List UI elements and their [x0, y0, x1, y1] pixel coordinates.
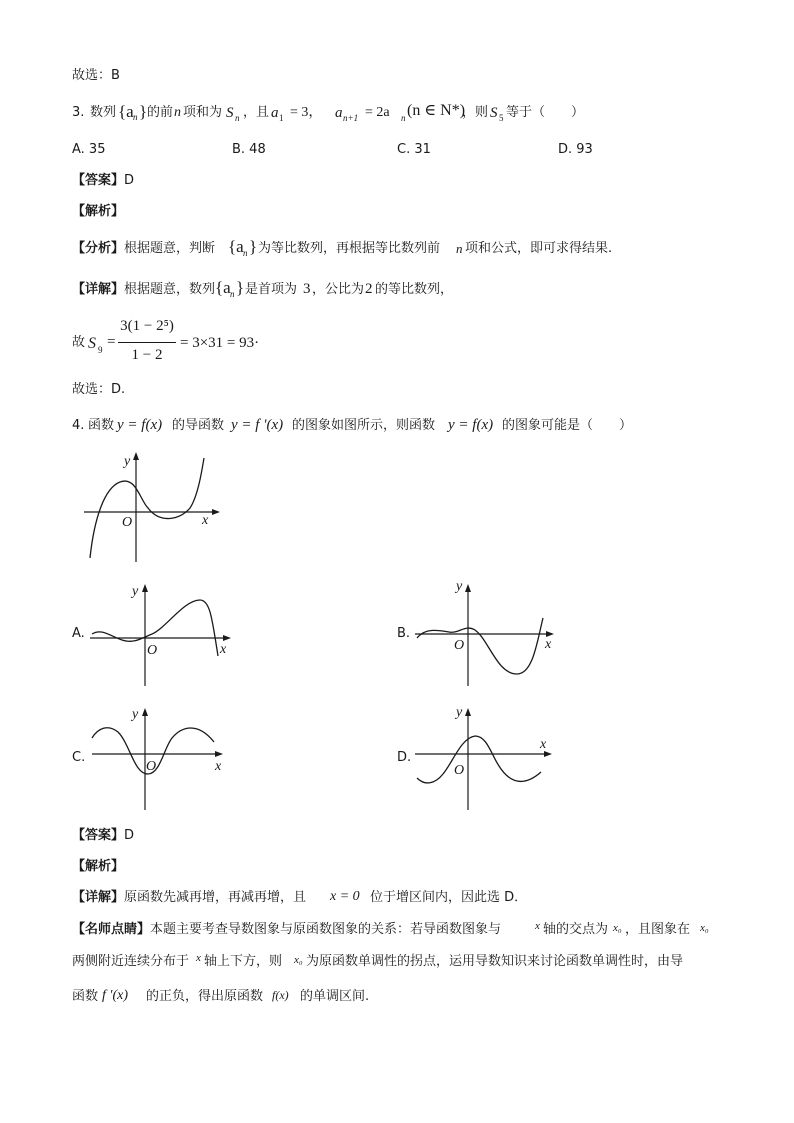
- fenxi-var-n: n: [456, 241, 463, 256]
- origin-label: O: [122, 515, 133, 530]
- q3-option-d: D. 93: [558, 142, 593, 157]
- option-c-graph: [88, 702, 233, 812]
- x-label: x: [202, 513, 209, 528]
- q3-analysis-tag: 【解析】: [72, 204, 125, 219]
- q3-option-b: B. 48: [232, 142, 266, 157]
- x-arrow-icon: [212, 509, 220, 515]
- q4-option-a: A.: [72, 626, 85, 641]
- fenxi-text: 为等比数列，再根据等比数列前: [258, 241, 441, 256]
- q4-analysis-tag: 【解析】: [72, 859, 125, 874]
- q3-eq2: = 2a: [365, 105, 390, 120]
- option-d-graph: [413, 702, 558, 812]
- detail-num: 3: [303, 281, 311, 297]
- q4-answer: [72, 829, 134, 842]
- detail-brace-close: }: [236, 278, 245, 297]
- fenxi-sub: n: [243, 248, 248, 258]
- q3-sub: 5: [499, 113, 504, 123]
- y-arrow-icon: [142, 708, 148, 716]
- option-b-graph: [413, 578, 558, 688]
- q3-option-a: A. 35: [72, 142, 106, 157]
- q3-text: ，则: [462, 105, 489, 120]
- tip-var: x₀: [294, 954, 303, 966]
- detail-text: ，公比为: [312, 282, 365, 297]
- detail-tag: 【详解】: [72, 282, 125, 297]
- formula-denominator: 1 − 2: [131, 347, 163, 363]
- tip-text: 的正负，得出原函数: [146, 989, 264, 1004]
- q3-eq1: = 3，: [290, 105, 323, 120]
- q3-var-S: S: [226, 105, 234, 121]
- detail-tag: 【详解】: [72, 890, 125, 905]
- tip-text: ，且图象在: [625, 922, 691, 937]
- tip-text: 函数: [72, 989, 99, 1004]
- x-label: x: [220, 642, 227, 657]
- answer-value: D: [124, 828, 135, 843]
- tip-var: x: [196, 952, 201, 964]
- derivative-curve: [90, 458, 204, 558]
- tip-text: 轴上下方，则: [204, 954, 283, 969]
- fenxi-text: 根据题意，判断: [124, 241, 216, 256]
- q4-number: 4.: [72, 418, 85, 433]
- tip-var: x₀: [613, 922, 622, 934]
- formula-numerator: 3(1 − 2⁵): [120, 318, 174, 334]
- answer-tag: 【答案】: [72, 828, 125, 843]
- q4-text: 的图象如图所示，则函数: [292, 418, 436, 433]
- x-label: x: [540, 737, 547, 752]
- q3-conclusion: 故选：D.: [72, 382, 126, 397]
- y-label: y: [124, 454, 131, 469]
- formula-S: S: [88, 335, 96, 352]
- origin-label: O: [454, 638, 465, 653]
- fenxi-brace-close: }: [249, 237, 258, 256]
- tip-var: x₀: [700, 922, 709, 934]
- tip-func: f(x): [272, 988, 289, 1002]
- tip-var: x: [535, 920, 540, 932]
- tip-tag: 【名师点睛】: [72, 922, 151, 937]
- x-label: x: [215, 759, 222, 774]
- q3-number: 3.: [72, 105, 85, 120]
- fraction-bar: [118, 342, 176, 343]
- origin-label: O: [147, 643, 158, 658]
- option-b-curve: [417, 618, 543, 674]
- q4-option-d: D.: [397, 750, 412, 765]
- q4-func: y = f ′(x): [231, 417, 284, 433]
- formula-gu: 故: [72, 335, 86, 350]
- q4-text: 的图象可能是（ ）: [502, 418, 633, 433]
- q4-option-c: C.: [72, 750, 86, 765]
- q3-var-n: n: [174, 105, 181, 120]
- q4-text: 函数: [88, 418, 115, 433]
- q4-option-b: B.: [397, 626, 411, 641]
- q3-sub: n+1: [343, 113, 359, 123]
- tip-text: 轴的交点为: [543, 922, 609, 937]
- tip-text: 本题主要考查导数图象与原函数图象的关系：若导函数图象与: [150, 922, 502, 937]
- detail-text: 原函数先减再增，再减再增，且: [124, 890, 307, 905]
- detail-num: 2: [365, 281, 373, 297]
- q3-var-S5: S: [490, 105, 498, 121]
- y-arrow-icon: [142, 584, 148, 592]
- tip-func: f ′(x): [102, 988, 128, 1003]
- detail-x0: x = 0: [330, 889, 360, 904]
- detail-sub: n: [230, 289, 235, 299]
- y-arrow-icon: [465, 584, 471, 592]
- formula-result: = 3×31 = 93·: [180, 335, 260, 351]
- q3-brace: {a: [118, 102, 134, 121]
- q3-var-an1: a: [335, 105, 343, 121]
- formula-sub: 9: [98, 345, 103, 355]
- option-a-graph: [88, 578, 233, 688]
- q3-sub: n: [235, 113, 240, 123]
- fenxi-brace: {a: [228, 237, 244, 256]
- prev-conclusion: 故选：B: [72, 68, 120, 83]
- q3-text: 等于（ ）: [506, 105, 585, 120]
- x-label: x: [545, 637, 552, 652]
- q3-sub: n: [133, 112, 138, 122]
- q3-var-a1: a: [271, 105, 279, 121]
- q3-sub: 1: [279, 113, 284, 123]
- fenxi-tag: 【分析】: [72, 241, 125, 256]
- q3-brace-close: }: [139, 102, 148, 121]
- y-label: y: [456, 705, 463, 720]
- y-arrow-icon: [133, 452, 139, 460]
- detail-text: 是首项为: [245, 282, 298, 297]
- fenxi-text: 项和公式，即可求得结果.: [465, 241, 613, 256]
- q3-answer: [72, 174, 134, 187]
- detail-text: 根据题意，数列: [124, 282, 216, 297]
- detail-brace: {a: [215, 278, 231, 297]
- detail-text: 的等比数列，: [375, 282, 454, 297]
- q3-text: 数列: [90, 105, 117, 120]
- origin-label: O: [146, 759, 157, 774]
- q4-text: 的导函数: [172, 418, 225, 433]
- x-arrow-icon: [223, 635, 231, 641]
- tip-text: 的单调区间.: [300, 989, 370, 1004]
- detail-text: 位于增区间内，因此选 D．: [370, 890, 528, 905]
- tip-text: 为原函数单调性的拐点，运用导数知识来讨论函数单调性时，由导: [306, 954, 684, 969]
- q3-option-c: C. 31: [397, 142, 431, 157]
- y-label: y: [456, 579, 463, 594]
- y-arrow-icon: [465, 708, 471, 716]
- q3-text: 项和为: [183, 105, 223, 120]
- option-d-curve: [417, 736, 541, 783]
- q4-func: y = f(x): [117, 417, 163, 433]
- q4-func: y = f(x): [448, 417, 494, 433]
- q3-text: 的前: [147, 105, 174, 120]
- x-arrow-icon: [215, 751, 223, 757]
- derivative-graph: [80, 450, 220, 565]
- q3-condition: (n ∈ N*): [407, 102, 466, 119]
- tip-text: 两侧附近连续分布于: [72, 954, 190, 969]
- q3-text: ，且: [243, 105, 270, 120]
- answer-tag: 【答案】: [72, 173, 125, 188]
- q3-sub: n: [401, 113, 406, 123]
- y-label: y: [132, 707, 139, 722]
- formula-eq: =: [107, 334, 116, 350]
- answer-value: D: [124, 173, 135, 188]
- origin-label: O: [454, 763, 465, 778]
- y-label: y: [132, 584, 139, 599]
